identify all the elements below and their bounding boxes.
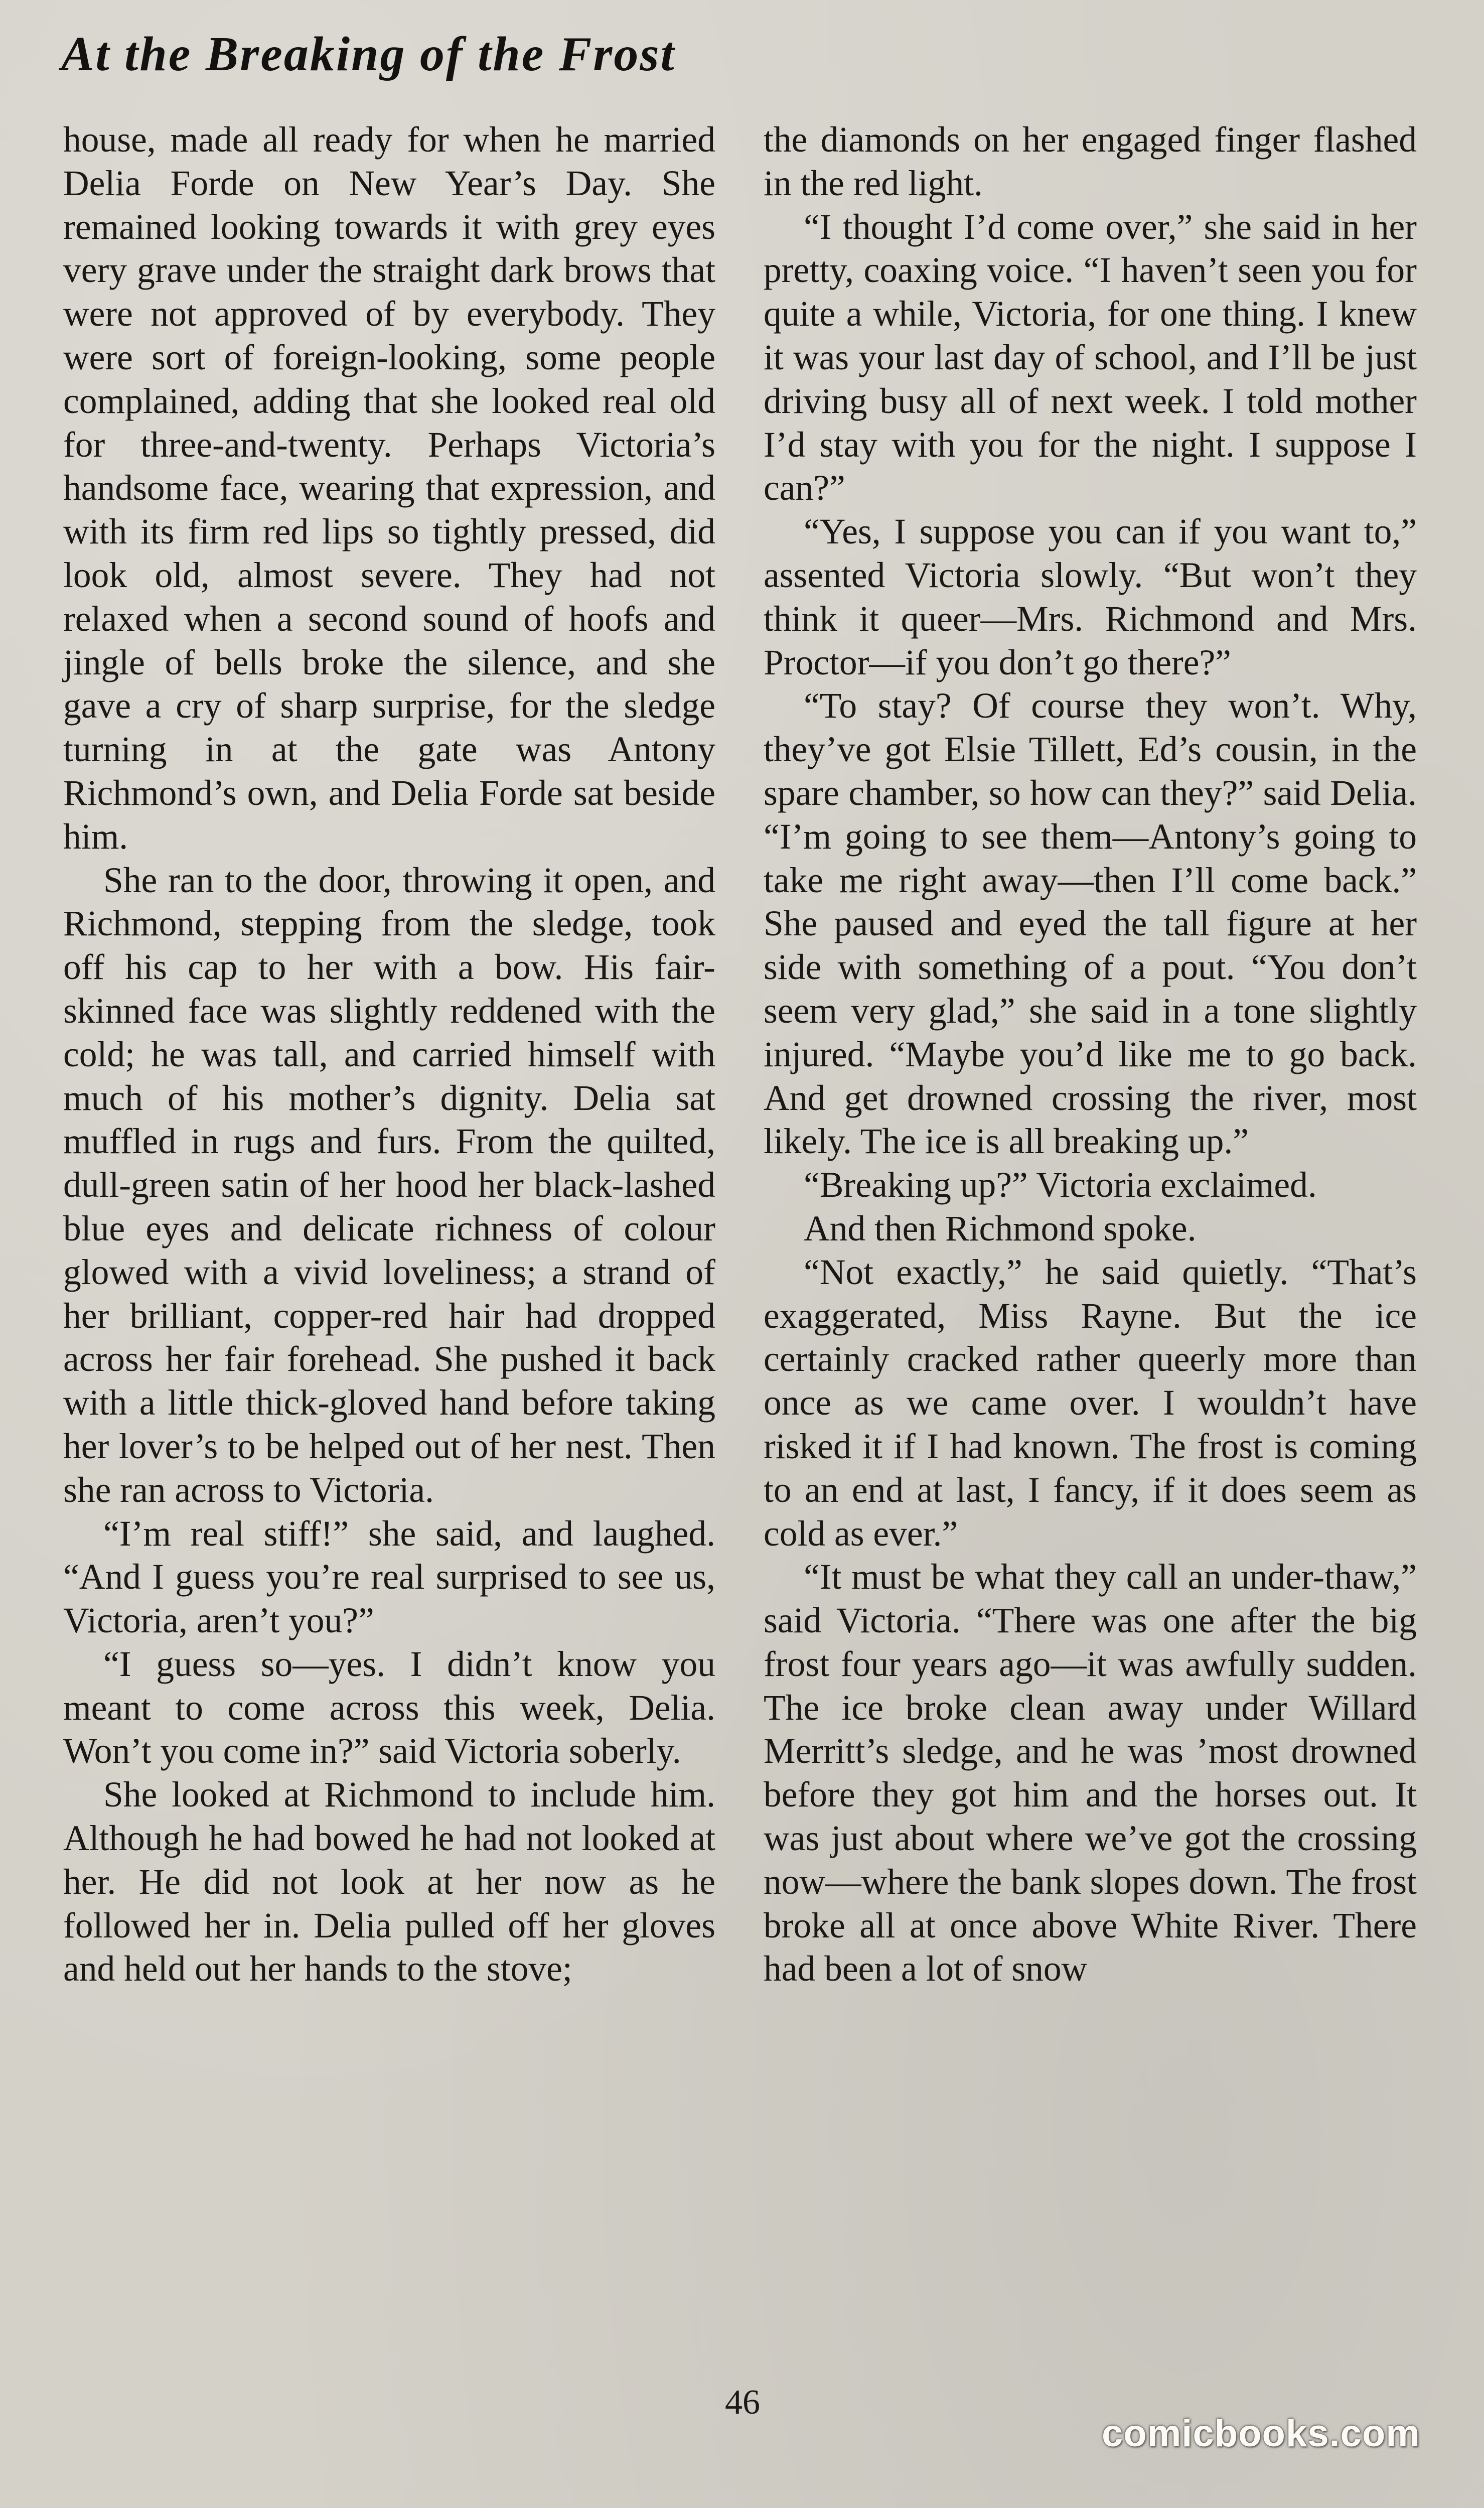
paragraph: “It must be what they call an under-thaw,” said Victoria. “There was one after the big frost four years ago—it was awfully sudden. The ice broke clean away under Willard Merritt’s sledge, and he was ’most drowned before they got him and the horses out. It was just about where we’ve got the crossing now—where the bank slopes down. The frost broke all at once above White River. There had been a lot of snow [764,1557,1417,1989]
right-column [764,118,1417,1991]
paragraph: “Not exactly,” he said quietly. “That’s exaggerated, Miss Rayne. But the ice certainly cracked rather queerly more than once as we came over. I wouldn’t have risked it if I had known. The frost is coming to an end at last, I fancy, if it does seem as cold as ever.” [764,1252,1417,1554]
paragraph: And then Richmond spoke. [804,1208,1197,1248]
paragraph: She looked at Richmond to include him. Although he had bowed he had not looked at her. He did not look at her now as he followed her in. Delia pulled off her gloves and held out her hands to the stove; [63,1775,715,1989]
paragraph: “I’m real stiff!” she said, and laughed. “And I guess you’re real surprised to see us, Victoria, aren’t you?” [63,1513,715,1641]
paragraph: the diamonds on her engaged finger flashed in the red light. [764,120,1417,203]
site-watermark: comicbooks.com [1102,2412,1420,2455]
paragraph: “I guess so—yes. I didn’t know you meant to come across this week, Delia. Won’t you come in?” said Victoria soberly. [63,1644,715,1771]
left-column [63,118,715,1991]
paragraph: “To stay? Of course they won’t. Why, they’ve got Elsie Tillett, Ed’s cousin, in the spare chamber, so how can they?” said Delia. “I’m going to see them—Antony’s going to take me right away—then I’ll come back.” She paused and eyed the tall figure at her side with something of a pout. “You don’t seem very glad,” she said in a tone slightly injured. “Maybe you’d like me to go back. And get drowned crossing the river, most likely. The ice is all breaking up.” [764,686,1417,1162]
paragraph: “I thought I’d come over,” she said in her pretty, coaxing voice. “I haven’t seen you for quite a while, Victoria, for one thing. I knew it was your last day of school, and I’ll be just driving busy all of next week. I told mother I’d stay with you for the night. I suppose I can?” [764,207,1417,508]
story-title: At the Breaking of the Frost [61,27,676,81]
paragraph: She ran to the door, throwing it open, and Richmond, stepping from the sledge, took off his cap to her with a bow. His fair-skinned face was slightly reddened with the cold; he was tall, and carried himself with much of his mother’s dignity. Delia sat muffled in rugs and furs. From the quilted, dull-green satin of her hood her black-lashed blue eyes and delicate richness of colour glowed with a vivid loveliness; a strand of her brilliant, copper-red hair had dropped across her fair forehead. She pushed it back with a little thick-gloved hand before taking her lover’s to be helped out of her nest. Then she ran across to Victoria. [63,860,715,1510]
paragraph: house, made all ready for when he married Delia Forde on New Year’s Day. She remained looking towards it with grey eyes very grave under the straight dark brows that were not approved of by everybody. They were sort of foreign-looking, some people complained, adding that she looked real old for three-and-twenty. Perhaps Victoria’s handsome face, wearing that expression, and with its firm red lips so tightly pressed, did look old, almost severe. They had not relaxed when a second sound of hoofs and jingle of bells broke the silence, and she gave a cry of sharp surprise, for the sledge turning in at the gate was Antony Richmond’s own, and Delia Forde sat beside him. [63,120,715,857]
page-number: 46 [725,2383,760,2422]
paragraph: “Breaking up?” Victoria exclaimed. [804,1165,1317,1205]
paragraph: “Yes, I suppose you can if you want to,” assented Victoria slowly. “But won’t they think it queer—Mrs. Richmond and Mrs. Proctor—if you don’t go there?” [764,512,1417,682]
